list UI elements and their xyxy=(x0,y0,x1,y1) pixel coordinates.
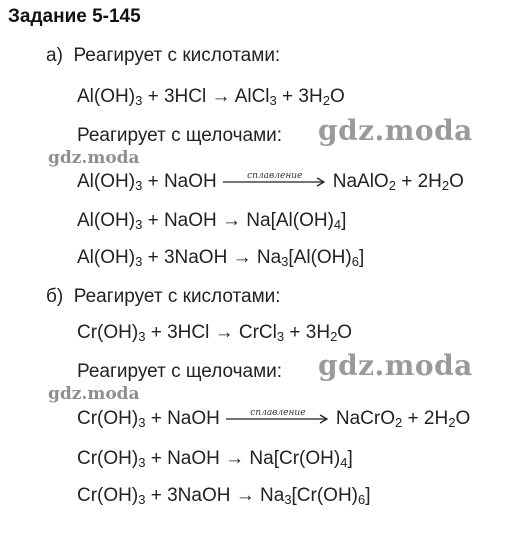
section-b-heading xyxy=(46,285,281,309)
fusion-condition-label: сплавление xyxy=(250,408,306,418)
fusion-condition-label: сплавление xyxy=(247,171,303,181)
section-a-alkali-header: Реагирует с щелочами: xyxy=(77,125,283,146)
equation-al-tetrahydroxo: $Al(OH)_3$ + NaOH → $Na[Al(OH)_4]$ xyxy=(77,210,347,232)
section-a-heading xyxy=(46,44,280,68)
equation-al-fusion: $Al(OH)_3$ + NaOH сплавление NaAlO$_2$ + $2H_2O$ xyxy=(77,170,464,194)
section-b-acids-header: Реагирует с кислотами: xyxy=(73,286,281,307)
equation-cr-acid: $Cr(OH)_3 + 3HCl$ → CrCl$_3$ + $3H_2O$ xyxy=(77,322,353,344)
section-a-acids-header: Реагирует с кислотами: xyxy=(73,45,281,66)
equation-cr-tetrahydroxo: $Cr(OH)_3$ + NaOH → $Na[Cr(OH)_4]$ xyxy=(77,448,353,470)
section-b-label: б) xyxy=(46,286,64,307)
task-title: Задание 5-145 xyxy=(8,6,141,27)
watermark-logo: gdz.moda xyxy=(48,384,140,404)
equation-cr-fusion: $Cr(OH)_3$ + NaOH сплавление NaCrO$_2$ + $2H_2O$ xyxy=(77,407,470,431)
fusion-arrow xyxy=(226,407,330,427)
section-a-label: а) xyxy=(46,45,63,66)
watermark-logo: gdz.moda xyxy=(318,349,473,382)
equation-cr-hexahydroxo: $Cr(OH)_3$ + 3NaOH → $Na_3[Cr(OH)_6]$ xyxy=(77,485,371,507)
equation-al-acid: $Al(OH)_3 + 3HCl$ → AlCl$_3$ + $3H_2O$ xyxy=(77,86,345,108)
equation-al-hexahydroxo: $Al(OH)_3$ + 3NaOH → $Na_3[Al(OH)_6]$ xyxy=(77,247,365,269)
watermark-logo: gdz.moda xyxy=(318,114,473,147)
section-b-alkali-header: Реагирует с щелочами: xyxy=(77,361,283,382)
fusion-arrow xyxy=(223,170,327,190)
watermark-logo: gdz.moda xyxy=(48,148,140,168)
